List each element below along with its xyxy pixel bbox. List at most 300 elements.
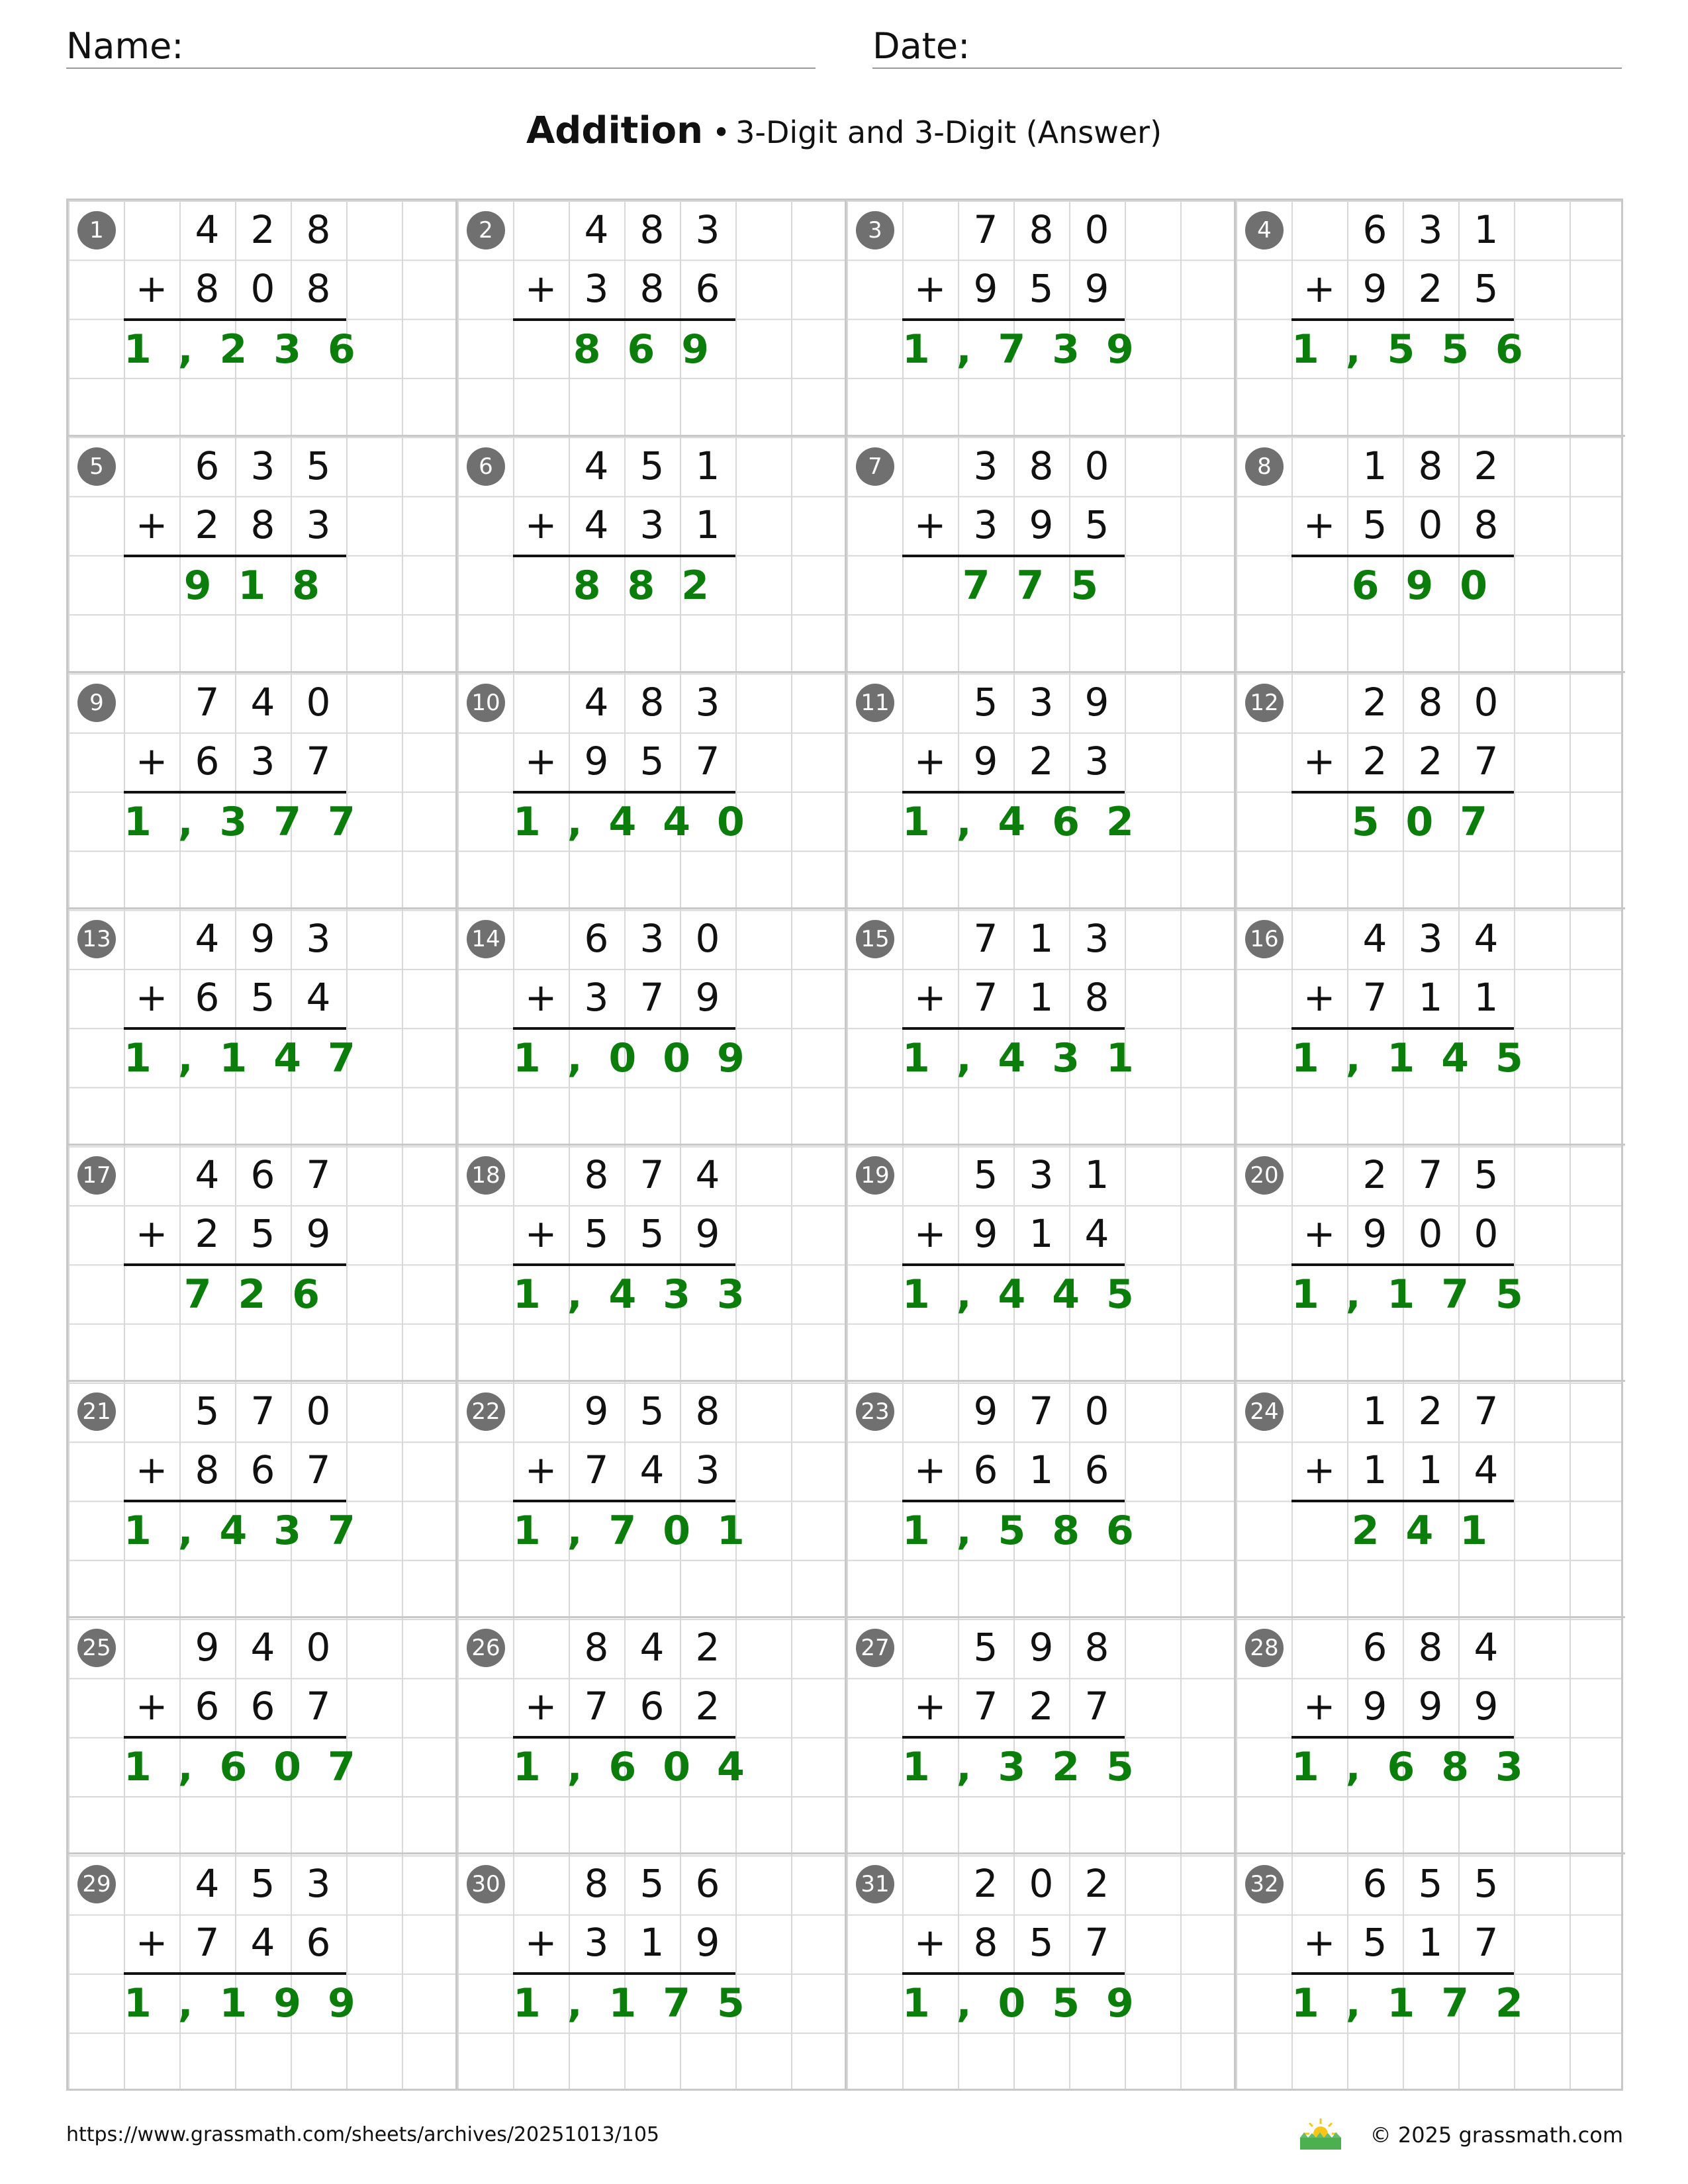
- digit: 6: [250, 1447, 275, 1492]
- addend-bottom-row: [513, 732, 735, 791]
- addend-bottom-row: [902, 496, 1125, 555]
- digit: 9: [1029, 1625, 1054, 1670]
- digit: 2: [1029, 1684, 1054, 1729]
- digit: 9: [973, 739, 998, 784]
- problem-number-badge: 12: [1245, 684, 1284, 722]
- digit: 7: [973, 1684, 998, 1729]
- plus-sign: +: [524, 739, 557, 784]
- digit: 7: [306, 1447, 331, 1492]
- digit: 8: [1029, 207, 1054, 252]
- addend-top-row: [124, 437, 346, 496]
- problem-number-badge: 27: [856, 1629, 894, 1667]
- plus-sign: +: [524, 502, 557, 547]
- digit: 7: [1474, 739, 1499, 784]
- plus-sign: +: [914, 266, 947, 311]
- addend-bottom-row: [1291, 1677, 1514, 1736]
- plus-sign: +: [524, 1684, 557, 1729]
- digit: 1: [1362, 1388, 1387, 1433]
- digit: 3: [639, 916, 665, 961]
- digit: 1: [1418, 1920, 1443, 1965]
- digit: 9: [1084, 680, 1109, 725]
- addend-bottom-row: [902, 1205, 1125, 1263]
- digit: 5: [1474, 266, 1499, 311]
- digit: 2: [1418, 1388, 1443, 1433]
- digit: 1: [1418, 1447, 1443, 1492]
- digit: 9: [584, 739, 609, 784]
- answer-sum: 869: [573, 326, 735, 373]
- addend-top-row: [124, 673, 346, 732]
- answer-sum: 1,059: [902, 1980, 1160, 2026]
- answer-sum: 1,172: [1291, 1980, 1550, 2026]
- answer-sum: 1,556: [1291, 326, 1550, 373]
- addend-bottom-row: [1291, 259, 1514, 318]
- digit: 3: [1084, 916, 1109, 961]
- problem-number-badge: 28: [1245, 1629, 1284, 1667]
- plus-sign: +: [1303, 1684, 1336, 1729]
- answer-sum: 1,440: [513, 799, 771, 845]
- digit: 0: [306, 680, 331, 725]
- digit: 3: [584, 266, 609, 311]
- digit: 7: [584, 1447, 609, 1492]
- problem-block: [1236, 673, 1625, 909]
- addend-top-row: [513, 1854, 735, 1913]
- digit: 6: [695, 1861, 720, 1906]
- addend-top-row: [1291, 201, 1514, 259]
- addend-bottom-row: [1291, 1913, 1514, 1972]
- addend-top-row: [902, 1618, 1125, 1677]
- plus-sign: +: [524, 266, 557, 311]
- digit: 0: [306, 1388, 331, 1433]
- answer-sum: 882: [573, 563, 735, 609]
- digit: 5: [1474, 1152, 1499, 1197]
- digit: 0: [250, 266, 275, 311]
- addend-bottom-row: [1291, 1441, 1514, 1500]
- digit: 3: [695, 1447, 720, 1492]
- addend-top-row: [513, 437, 735, 496]
- plus-sign: +: [135, 1447, 168, 1492]
- digit: 5: [1362, 1920, 1387, 1965]
- answer-sum: 1,325: [902, 1744, 1160, 1790]
- digit: 7: [306, 1684, 331, 1729]
- digit: 6: [195, 975, 220, 1020]
- digit: 4: [695, 1152, 720, 1197]
- digit: 7: [639, 1152, 665, 1197]
- problem-block: [68, 1618, 457, 1854]
- problem-grid: [66, 199, 1623, 2091]
- digit: 4: [584, 502, 609, 547]
- footer-url: https://www.grassmath.com/sheets/archives/20251013/105: [66, 2123, 660, 2146]
- digit: 5: [250, 1211, 275, 1256]
- digit: 9: [695, 1920, 720, 1965]
- problem-block: [457, 437, 847, 673]
- addend-top-row: [902, 1854, 1125, 1913]
- digit: 7: [695, 739, 720, 784]
- digit: 3: [306, 916, 331, 961]
- answer-sum: 507: [1351, 799, 1514, 845]
- addend-bottom-row: [513, 1913, 735, 1972]
- addend-bottom-row: [902, 1677, 1125, 1736]
- title-separator: •: [712, 114, 731, 150]
- digit: 8: [306, 207, 331, 252]
- digit: 1: [1474, 975, 1499, 1020]
- digit: 5: [973, 1625, 998, 1670]
- digit: 2: [195, 1211, 220, 1256]
- digit: 3: [1029, 680, 1054, 725]
- addend-top-row: [513, 909, 735, 968]
- digit: 8: [195, 1447, 220, 1492]
- addend-bottom-row: [124, 496, 346, 555]
- digit: 9: [1418, 1684, 1443, 1729]
- problem-block: [847, 909, 1236, 1146]
- digit: 7: [195, 680, 220, 725]
- digit: 9: [973, 1211, 998, 1256]
- problem-number-badge: 24: [1245, 1392, 1284, 1431]
- digit: 1: [1084, 1152, 1109, 1197]
- digit: 2: [1418, 739, 1443, 784]
- plus-sign: +: [135, 266, 168, 311]
- digit: 7: [973, 975, 998, 1020]
- addend-bottom-row: [902, 259, 1125, 318]
- plus-sign: +: [914, 1211, 947, 1256]
- problem-number-badge: 30: [467, 1865, 505, 1903]
- digit: 5: [1029, 1920, 1054, 1965]
- digit: 5: [1084, 502, 1109, 547]
- sun-over-grass-icon: [1297, 2116, 1344, 2151]
- addend-top-row: [1291, 437, 1514, 496]
- digit: 8: [195, 266, 220, 311]
- digit: 4: [250, 1920, 275, 1965]
- digit: 2: [695, 1684, 720, 1729]
- digit: 7: [1418, 1152, 1443, 1197]
- problem-block: [457, 201, 847, 437]
- digit: 9: [695, 975, 720, 1020]
- digit: 9: [584, 1388, 609, 1433]
- addend-bottom-row: [513, 1205, 735, 1263]
- digit: 1: [1474, 207, 1499, 252]
- addend-bottom-row: [124, 732, 346, 791]
- addend-top-row: [124, 201, 346, 259]
- digit: 3: [639, 502, 665, 547]
- addend-bottom-row: [124, 259, 346, 318]
- plus-sign: +: [524, 1211, 557, 1256]
- problem-block: [457, 1146, 847, 1382]
- answer-sum: 1,377: [124, 799, 382, 845]
- problem-block: [457, 909, 847, 1146]
- digit: 0: [1084, 1388, 1109, 1433]
- digit: 4: [195, 207, 220, 252]
- digit: 4: [584, 680, 609, 725]
- addend-top-row: [902, 1146, 1125, 1205]
- digit: 8: [639, 207, 665, 252]
- digit: 9: [306, 1211, 331, 1256]
- digit: 2: [195, 502, 220, 547]
- digit: 9: [1474, 1684, 1499, 1729]
- digit: 5: [306, 443, 331, 488]
- problem-number-badge: 7: [856, 447, 894, 486]
- plus-sign: +: [1303, 1211, 1336, 1256]
- addend-bottom-row: [1291, 968, 1514, 1027]
- addend-top-row: [902, 437, 1125, 496]
- problem-number-badge: 13: [77, 920, 116, 958]
- problem-block: [847, 1382, 1236, 1618]
- problem-block: [68, 1382, 457, 1618]
- digit: 6: [195, 1684, 220, 1729]
- addend-bottom-row: [513, 968, 735, 1027]
- digit: 2: [250, 207, 275, 252]
- digit: 9: [1029, 502, 1054, 547]
- problem-block: [847, 1618, 1236, 1854]
- digit: 5: [639, 1388, 665, 1433]
- digit: 3: [695, 207, 720, 252]
- digit: 8: [1029, 443, 1054, 488]
- digit: 7: [250, 1388, 275, 1433]
- digit: 2: [1474, 443, 1499, 488]
- answer-sum: 1,009: [513, 1035, 771, 1081]
- digit: 7: [1084, 1920, 1109, 1965]
- answer-sum: 241: [1351, 1508, 1514, 1554]
- addend-bottom-row: [124, 1677, 346, 1736]
- addend-top-row: [902, 909, 1125, 968]
- plus-sign: +: [135, 1211, 168, 1256]
- digit: 1: [1362, 443, 1387, 488]
- addend-bottom-row: [513, 1677, 735, 1736]
- digit: 9: [1362, 1684, 1387, 1729]
- digit: 3: [584, 1920, 609, 1965]
- plus-sign: +: [914, 739, 947, 784]
- digit: 8: [1084, 1625, 1109, 1670]
- addend-bottom-row: [902, 1913, 1125, 1972]
- digit: 0: [695, 916, 720, 961]
- digit: 6: [195, 443, 220, 488]
- digit: 1: [1029, 1447, 1054, 1492]
- digit: 3: [695, 680, 720, 725]
- digit: 2: [1362, 680, 1387, 725]
- digit: 9: [973, 1388, 998, 1433]
- digit: 4: [584, 443, 609, 488]
- digit: 9: [250, 916, 275, 961]
- addend-top-row: [1291, 1146, 1514, 1205]
- digit: 9: [973, 266, 998, 311]
- answer-sum: 775: [962, 563, 1125, 609]
- addend-bottom-row: [124, 1441, 346, 1500]
- answer-sum: 1,586: [902, 1508, 1160, 1554]
- addend-top-row: [124, 1618, 346, 1677]
- addend-top-row: [513, 1382, 735, 1441]
- digit: 1: [695, 502, 720, 547]
- answer-sum: 1,604: [513, 1744, 771, 1790]
- digit: 9: [1362, 1211, 1387, 1256]
- problem-number-badge: 8: [1245, 447, 1284, 486]
- digit: 4: [1362, 916, 1387, 961]
- addend-bottom-row: [124, 1913, 346, 1972]
- digit: 5: [639, 739, 665, 784]
- digit: 6: [695, 266, 720, 311]
- problem-number-badge: 25: [77, 1629, 116, 1667]
- digit: 3: [306, 502, 331, 547]
- digit: 6: [1362, 207, 1387, 252]
- digit: 4: [639, 1447, 665, 1492]
- digit: 7: [1474, 1388, 1499, 1433]
- digit: 1: [1362, 1447, 1387, 1492]
- plus-sign: +: [524, 975, 557, 1020]
- digit: 2: [973, 1861, 998, 1906]
- digit: 8: [1418, 443, 1443, 488]
- problem-number-badge: 26: [467, 1629, 505, 1667]
- addend-bottom-row: [902, 968, 1125, 1027]
- digit: 3: [1418, 207, 1443, 252]
- digit: 7: [584, 1684, 609, 1729]
- problem-block: [847, 673, 1236, 909]
- digit: 3: [973, 502, 998, 547]
- addend-bottom-row: [1291, 732, 1514, 791]
- digit: 8: [1418, 1625, 1443, 1670]
- digit: 3: [306, 1861, 331, 1906]
- digit: 4: [639, 1625, 665, 1670]
- answer-sum: 690: [1351, 563, 1514, 609]
- answer-sum: 1,147: [124, 1035, 382, 1081]
- addend-top-row: [513, 1146, 735, 1205]
- title-main: Addition: [526, 109, 703, 152]
- problem-number-badge: 17: [77, 1156, 116, 1195]
- answer-sum: 1,431: [902, 1035, 1160, 1081]
- plus-sign: +: [914, 1447, 947, 1492]
- digit: 7: [1029, 1388, 1054, 1433]
- name-field[interactable]: [66, 20, 816, 69]
- problem-block: [1236, 1146, 1625, 1382]
- digit: 1: [1029, 916, 1054, 961]
- addend-top-row: [902, 1382, 1125, 1441]
- addend-top-row: [1291, 1382, 1514, 1441]
- digit: 5: [639, 1861, 665, 1906]
- problem-number-badge: 19: [856, 1156, 894, 1195]
- plus-sign: +: [914, 975, 947, 1020]
- footer-copyright: © 2025 grassmath.com: [1370, 2122, 1623, 2148]
- digit: 8: [584, 1152, 609, 1197]
- digit: 2: [1362, 739, 1387, 784]
- addend-bottom-row: [513, 259, 735, 318]
- problem-block: [1236, 437, 1625, 673]
- problem-number-badge: 21: [77, 1392, 116, 1431]
- digit: 7: [195, 1920, 220, 1965]
- problem-number-badge: 5: [77, 447, 116, 486]
- digit: 7: [973, 207, 998, 252]
- digit: 3: [250, 739, 275, 784]
- problem-number-badge: 29: [77, 1865, 116, 1903]
- addend-bottom-row: [124, 968, 346, 1027]
- addend-top-row: [124, 1854, 346, 1913]
- digit: 5: [584, 1211, 609, 1256]
- problem-number-badge: 23: [856, 1392, 894, 1431]
- digit: 5: [1418, 1861, 1443, 1906]
- answer-sum: 1,437: [124, 1508, 382, 1554]
- addend-top-row: [902, 673, 1125, 732]
- digit: 2: [695, 1625, 720, 1670]
- worksheet-title: [0, 105, 1688, 159]
- answer-sum: 1,175: [513, 1980, 771, 2026]
- digit: 3: [973, 443, 998, 488]
- digit: 0: [1474, 680, 1499, 725]
- digit: 0: [306, 1625, 331, 1670]
- digit: 5: [250, 1861, 275, 1906]
- digit: 8: [306, 266, 331, 311]
- digit: 2: [1084, 1861, 1109, 1906]
- digit: 7: [973, 916, 998, 961]
- name-label: Name:: [66, 25, 184, 67]
- digit: 8: [973, 1920, 998, 1965]
- digit: 7: [1084, 1684, 1109, 1729]
- answer-sum: 1,739: [902, 326, 1160, 373]
- digit: 5: [639, 443, 665, 488]
- addend-bottom-row: [902, 1441, 1125, 1500]
- problem-number-badge: 18: [467, 1156, 505, 1195]
- digit: 9: [1362, 266, 1387, 311]
- answer-sum: 1,607: [124, 1744, 382, 1790]
- date-field[interactable]: [872, 20, 1622, 69]
- problem-number-badge: 14: [467, 920, 505, 958]
- plus-sign: +: [1303, 1920, 1336, 1965]
- problem-number-badge: 20: [1245, 1156, 1284, 1195]
- answer-sum: 1,462: [902, 799, 1160, 845]
- digit: 8: [250, 502, 275, 547]
- digit: 4: [306, 975, 331, 1020]
- plus-sign: +: [1303, 739, 1336, 784]
- plus-sign: +: [914, 1684, 947, 1729]
- addend-top-row: [1291, 909, 1514, 968]
- digit: 2: [1362, 1152, 1387, 1197]
- digit: 4: [195, 916, 220, 961]
- problem-block: [457, 1854, 847, 2091]
- addend-bottom-row: [124, 1205, 346, 1263]
- addend-top-row: [124, 1146, 346, 1205]
- digit: 3: [584, 975, 609, 1020]
- digit: 6: [639, 1684, 665, 1729]
- digit: 2: [1029, 739, 1054, 784]
- digit: 5: [250, 975, 275, 1020]
- plus-sign: +: [524, 1447, 557, 1492]
- digit: 5: [1474, 1861, 1499, 1906]
- digit: 0: [1418, 1211, 1443, 1256]
- digit: 7: [306, 1152, 331, 1197]
- digit: 8: [584, 1861, 609, 1906]
- plus-sign: +: [914, 1920, 947, 1965]
- addend-bottom-row: [513, 496, 735, 555]
- digit: 3: [250, 443, 275, 488]
- digit: 5: [639, 1211, 665, 1256]
- digit: 8: [1084, 975, 1109, 1020]
- answer-sum: 1,701: [513, 1508, 771, 1554]
- digit: 6: [195, 739, 220, 784]
- digit: 6: [250, 1152, 275, 1197]
- digit: 0: [1029, 1861, 1054, 1906]
- title-subtitle: 3-Digit and 3-Digit (Answer): [735, 114, 1162, 150]
- digit: 6: [1362, 1625, 1387, 1670]
- digit: 7: [306, 739, 331, 784]
- digit: 6: [973, 1447, 998, 1492]
- plus-sign: +: [135, 502, 168, 547]
- plus-sign: +: [135, 1684, 168, 1729]
- digit: 7: [1474, 1920, 1499, 1965]
- addend-top-row: [124, 909, 346, 968]
- addend-top-row: [513, 201, 735, 259]
- problem-block: [847, 1146, 1236, 1382]
- digit: 1: [1029, 1211, 1054, 1256]
- problem-block: [457, 1618, 847, 1854]
- addend-bottom-row: [1291, 496, 1514, 555]
- problem-block: [68, 201, 457, 437]
- problem-block: [457, 673, 847, 909]
- digit: 5: [195, 1388, 220, 1433]
- answer-sum: 1,445: [902, 1271, 1160, 1318]
